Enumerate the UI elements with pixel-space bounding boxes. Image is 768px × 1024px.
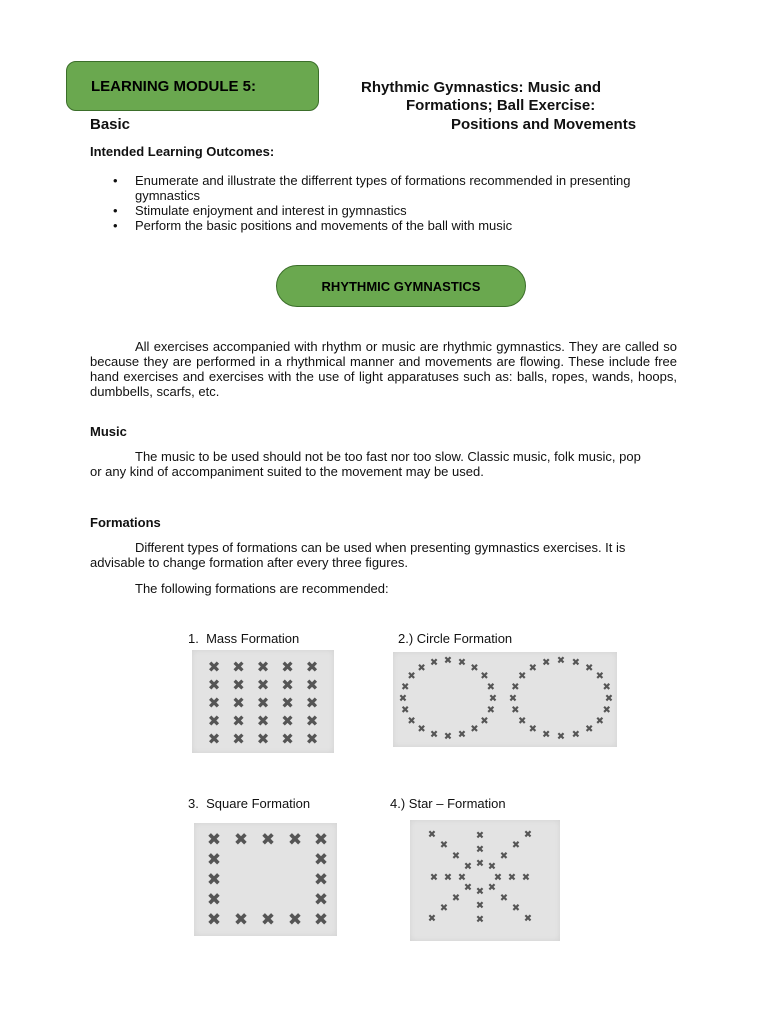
formation-marker: ✖ — [571, 729, 581, 741]
formation-marker: ✖ — [486, 705, 495, 717]
formation-marker: ✖ — [517, 715, 527, 727]
caption-mass-formation — [188, 631, 299, 646]
formation-marker: ✖ — [305, 676, 319, 694]
formation-marker: ✖ — [287, 910, 303, 930]
formation-marker: ✖ — [511, 840, 521, 852]
formation-marker: ✖ — [401, 705, 410, 717]
formation-marker: ✖ — [207, 730, 221, 748]
formation-marker: ✖ — [457, 729, 467, 741]
formation-marker: ✖ — [499, 892, 509, 904]
formation-marker: ✖ — [206, 850, 222, 870]
formation-marker: ✖ — [313, 830, 329, 850]
formation-marker: ✖ — [541, 729, 551, 741]
formation-marker: ✖ — [475, 844, 485, 856]
formation-marker: ✖ — [528, 724, 537, 736]
formation-marker: ✖ — [313, 890, 329, 910]
formation-marker: ✖ — [417, 724, 426, 736]
formation-marker: ✖ — [470, 724, 479, 736]
formation-marker: ✖ — [207, 712, 221, 730]
formation-marker: ✖ — [457, 657, 467, 669]
caption-label: Star – Formation — [408, 796, 506, 811]
formation-marker: ✖ — [398, 693, 408, 705]
formation-marker: ✖ — [232, 658, 245, 676]
formation-marker: ✖ — [429, 729, 439, 741]
circle-formation-diagram — [393, 652, 617, 747]
formation-marker: ✖ — [595, 715, 605, 727]
formation-marker: ✖ — [313, 910, 329, 930]
formation-marker: ✖ — [541, 657, 551, 669]
formations-lead: The following formations are recommended: — [135, 581, 389, 596]
section-pill-label: RHYTHMIC GYMNASTICS — [321, 278, 481, 294]
formation-marker: ✖ — [305, 712, 319, 730]
module-title-line3-right: Positions and Movements — [451, 116, 637, 133]
formation-marker: ✖ — [508, 693, 518, 705]
formation-marker: ✖ — [556, 655, 566, 667]
star-formation-image — [410, 820, 560, 941]
formation-marker: ✖ — [463, 882, 473, 894]
formation-marker: ✖ — [480, 671, 489, 683]
formation-marker: ✖ — [417, 662, 426, 674]
outcome-item: • Stimulate enjoyment and interest in gymnastics — [110, 203, 650, 218]
outcomes-heading: Intended Learning Outcomes: — [90, 144, 275, 159]
formation-marker: ✖ — [475, 914, 485, 926]
caption-number: 3. — [188, 796, 199, 811]
formation-marker: ✖ — [256, 730, 270, 748]
formation-marker: ✖ — [281, 694, 294, 712]
formation-marker: ✖ — [507, 872, 517, 884]
formation-marker: ✖ — [602, 681, 611, 693]
formation-marker: ✖ — [604, 693, 614, 705]
formation-marker: ✖ — [499, 850, 509, 862]
module-title-line3-left: Basic — [90, 116, 131, 133]
formation-marker: ✖ — [488, 693, 498, 705]
formation-marker: ✖ — [511, 705, 520, 717]
formation-marker: ✖ — [233, 910, 249, 930]
music-paragraph: The music to be used should not be too fast nor too slow. Classic music, folk music, pop or any kind of accompaniment suited to the movement may be used. — [90, 449, 641, 479]
caption-label: Mass Formation — [206, 631, 300, 646]
formation-marker: ✖ — [480, 715, 489, 727]
formation-marker: ✖ — [463, 861, 473, 873]
intro-paragraph: All exercises accompanied with rhythm or music are rhythmic gymnastics. They are called so because they are performed in a rhythmical manner and movements are flowing. These include free hand exercises and exercises with the use of light apparatuses such as: balls, ropes, wands, hoops, dumbbells, scarfs, etc. — [90, 339, 677, 399]
caption-square-formation — [188, 796, 310, 811]
module-title-line2: Formations; Ball Exercise: — [406, 97, 596, 114]
formation-marker: ✖ — [487, 882, 497, 894]
module-label-box — [66, 61, 319, 111]
formation-marker: ✖ — [260, 910, 276, 930]
formation-marker: ✖ — [595, 671, 605, 683]
formation-marker: ✖ — [281, 712, 294, 730]
caption-star-formation — [390, 796, 506, 811]
formation-marker: ✖ — [585, 662, 594, 674]
formation-marker: ✖ — [571, 657, 581, 669]
formation-marker: ✖ — [475, 830, 485, 842]
formation-marker: ✖ — [556, 731, 566, 743]
formation-marker: ✖ — [256, 658, 270, 676]
module-title-line1: Rhythmic Gymnastics: Music and — [361, 79, 602, 96]
formation-marker: ✖ — [281, 730, 294, 748]
formation-marker: ✖ — [232, 730, 245, 748]
formation-marker: ✖ — [528, 662, 537, 674]
caption-number: 1. — [188, 631, 199, 646]
formations-paragraph: Different types of formations can be used when presenting gymnastics exercises. It is advisable to change formation after every three figures. — [90, 540, 626, 570]
square-formation-image — [194, 823, 337, 936]
formation-marker: ✖ — [451, 892, 461, 904]
formation-marker: ✖ — [401, 681, 410, 693]
caption-number: 4.) — [390, 796, 406, 811]
formation-marker: ✖ — [475, 900, 485, 912]
formation-marker: ✖ — [232, 676, 245, 694]
music-heading: Music — [90, 424, 127, 439]
formation-marker: ✖ — [427, 913, 437, 925]
mass-formation-diagram — [192, 650, 334, 753]
formation-marker: ✖ — [232, 712, 245, 730]
formation-marker: ✖ — [523, 829, 533, 841]
outcomes-list — [110, 173, 650, 233]
formation-marker: ✖ — [443, 872, 453, 884]
formation-marker: ✖ — [585, 724, 594, 736]
square-formation-diagram — [194, 823, 337, 936]
formation-marker: ✖ — [206, 890, 222, 910]
formation-marker: ✖ — [486, 681, 495, 693]
formation-marker: ✖ — [429, 872, 439, 884]
caption-label: Circle Formation — [416, 631, 513, 646]
formation-marker: ✖ — [206, 870, 222, 890]
outcome-item: • Enumerate and illustrate the differrent types of formations recommended in presenting gymnastics — [110, 173, 650, 203]
formation-marker: ✖ — [602, 705, 611, 717]
formation-marker: ✖ — [287, 830, 303, 850]
formation-marker: ✖ — [305, 694, 319, 712]
formation-marker: ✖ — [427, 829, 437, 841]
formation-marker: ✖ — [313, 870, 329, 890]
circle-formation-image — [393, 652, 617, 747]
formation-marker: ✖ — [281, 658, 294, 676]
formation-marker: ✖ — [407, 671, 416, 683]
formation-marker: ✖ — [517, 671, 527, 683]
formation-marker: ✖ — [443, 655, 453, 667]
mass-formation-image — [192, 650, 334, 753]
formation-marker: ✖ — [439, 840, 449, 852]
formation-marker: ✖ — [206, 830, 222, 850]
formations-heading: Formations — [90, 515, 161, 530]
formation-marker: ✖ — [451, 850, 461, 862]
module-label: LEARNING MODULE 5: — [91, 77, 256, 95]
formation-marker: ✖ — [207, 676, 221, 694]
formation-marker: ✖ — [256, 694, 270, 712]
formation-marker: ✖ — [233, 830, 249, 850]
formation-marker: ✖ — [429, 657, 439, 669]
formation-marker: ✖ — [407, 715, 416, 727]
formation-marker: ✖ — [475, 886, 485, 898]
formation-marker: ✖ — [521, 872, 531, 884]
formation-marker: ✖ — [232, 694, 245, 712]
star-formation-diagram — [410, 820, 560, 941]
formation-marker: ✖ — [439, 903, 449, 915]
formation-marker: ✖ — [206, 910, 222, 930]
section-pill-rhythmic-gymnastics — [276, 265, 526, 307]
formation-marker: ✖ — [443, 731, 453, 743]
formation-marker: ✖ — [281, 676, 294, 694]
formation-marker: ✖ — [511, 903, 521, 915]
formation-marker: ✖ — [256, 676, 270, 694]
caption-circle-formation — [398, 631, 512, 646]
formation-marker: ✖ — [305, 730, 319, 748]
caption-label: Square Formation — [206, 796, 311, 811]
formation-marker: ✖ — [511, 681, 520, 693]
formation-marker: ✖ — [207, 694, 221, 712]
outcome-item: • Perform the basic positions and movements of the ball with music — [110, 218, 650, 233]
formation-marker: ✖ — [523, 913, 533, 925]
formation-marker: ✖ — [256, 712, 270, 730]
formation-marker: ✖ — [487, 861, 497, 873]
formation-marker: ✖ — [493, 872, 503, 884]
formation-marker: ✖ — [313, 850, 329, 870]
formation-marker: ✖ — [457, 872, 467, 884]
formation-marker: ✖ — [260, 830, 276, 850]
formation-marker: ✖ — [475, 858, 485, 870]
formation-marker: ✖ — [470, 662, 479, 674]
caption-number: 2.) — [398, 631, 414, 646]
formation-marker: ✖ — [305, 658, 319, 676]
formation-marker: ✖ — [207, 658, 221, 676]
